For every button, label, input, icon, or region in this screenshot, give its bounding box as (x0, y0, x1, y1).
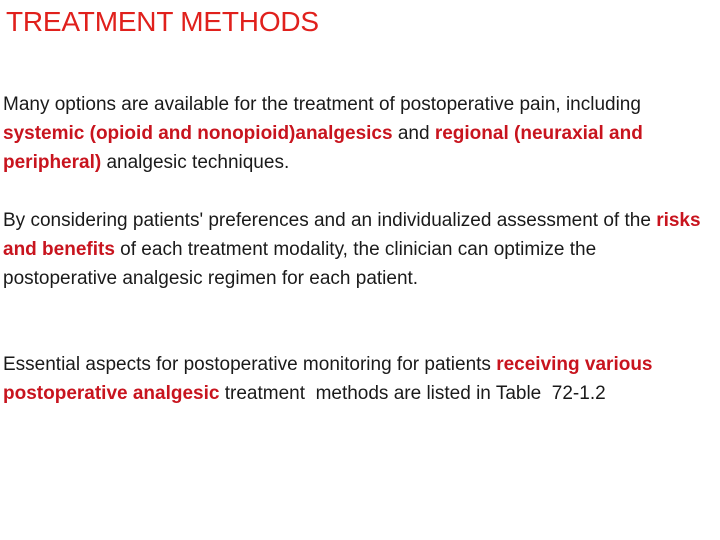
highlight-receiving-analgesic: receiving various postoperative analgesic (3, 354, 658, 404)
highlight-regional-techniques: regional (neuraxial and peripheral) (3, 123, 643, 173)
highlight-risks-benefits: risks and benefits (3, 210, 701, 260)
paragraph-text: treatment methods are listed in Table 72-1.2 (219, 383, 606, 404)
paragraph-text: By considering patients' preferences and an individualized assessment of the (3, 210, 657, 231)
paragraph-text: and (392, 123, 435, 144)
paragraph-text: analgesic techniques. (101, 152, 290, 173)
paragraph-text: Essential aspects for postoperative monitoring for patients (3, 354, 497, 375)
paragraph-postoperative-monitoring (3, 350, 715, 408)
slide-title: TREATMENT METHODS (6, 6, 319, 37)
paragraph-treatment-options (3, 90, 715, 177)
paragraph-individualized-assessment (3, 206, 715, 293)
paragraph-text: Many options are available for the treatment of postoperative pain, including (3, 94, 641, 115)
highlight-systemic-analgesics: systemic (opioid and nonopioid)analgesics (3, 123, 393, 144)
paragraph-text: of each treatment modality, the clinician can optimize the postoperative analgesic regimen for each patient. (3, 239, 597, 289)
